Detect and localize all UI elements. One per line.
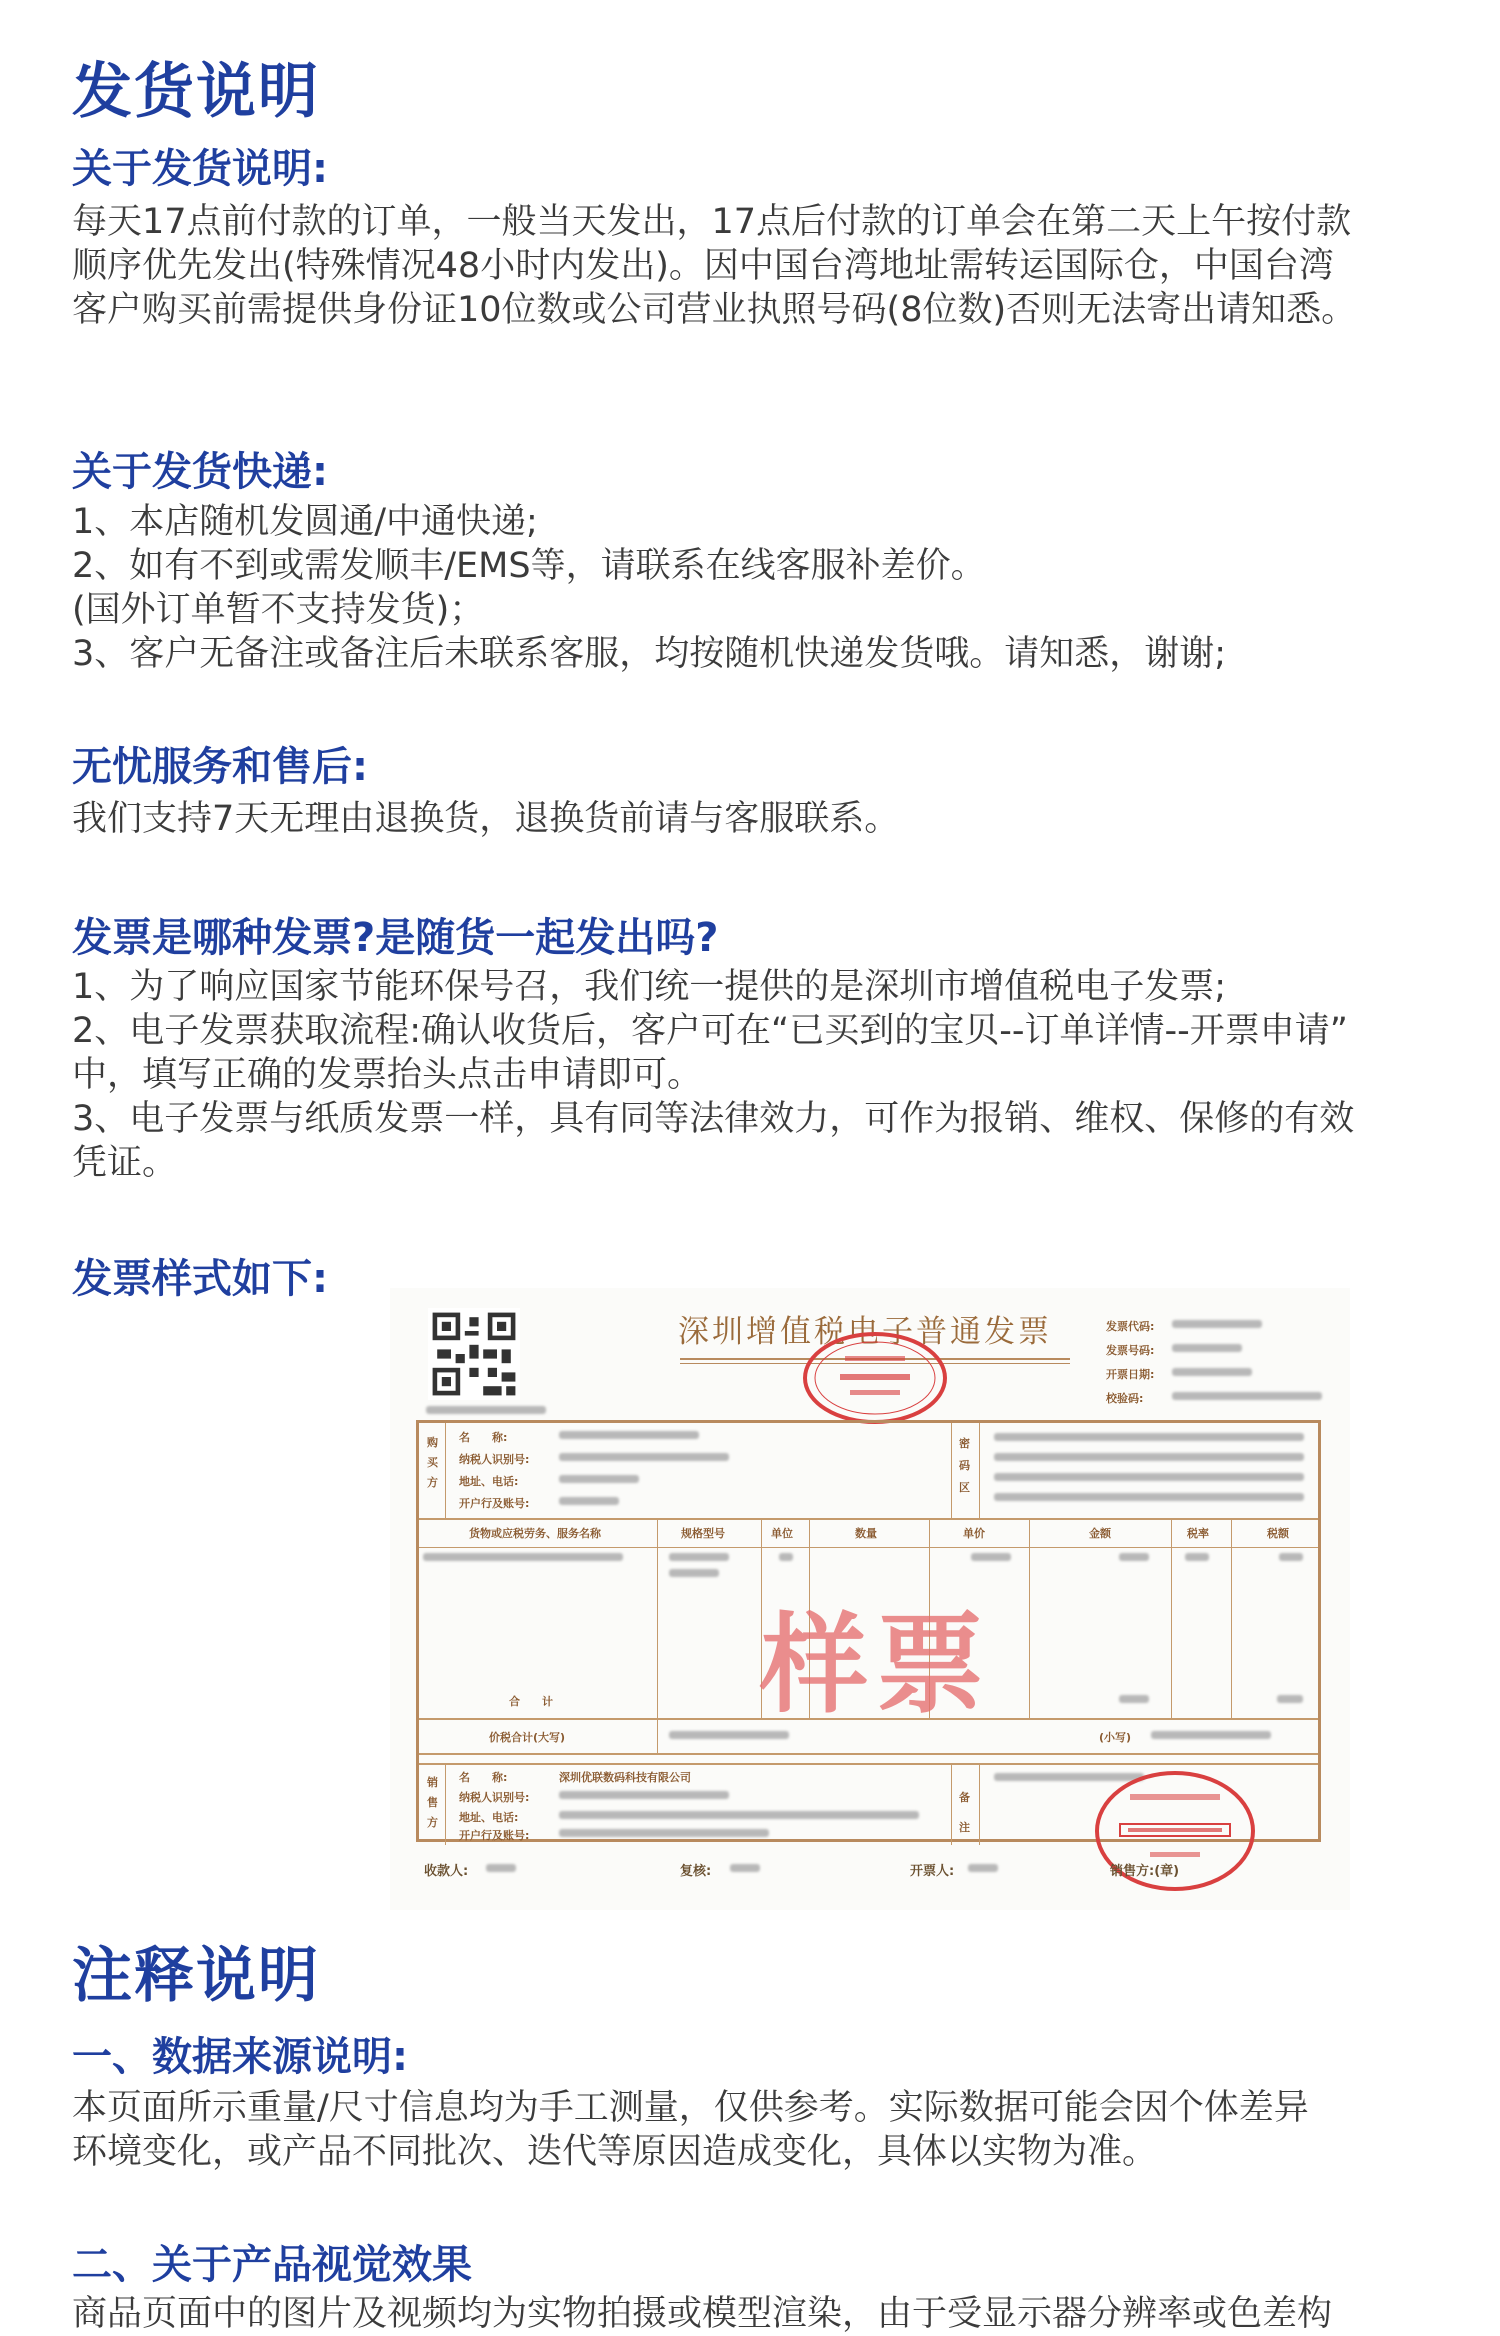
total-in-words-label: 价税合计(大写) xyxy=(489,1731,566,1744)
text-line: 商品页面中的图片及视频均为实物拍摄或模型渲染，由于受显示器分辨率或色差构 xyxy=(72,2294,1333,2334)
col-goods-header: 货物或应税劳务、服务名称 xyxy=(469,1527,601,1540)
text-line: 3、客户无备注或备注后未联系客服，均按随机快递发货哦。请知悉，谢谢; xyxy=(72,634,1227,674)
seller-name-value: 深圳优联数码科技有限公司 xyxy=(559,1771,691,1784)
text-line: 本页面所示重量/尺寸信息均为手工测量，仅供参考。实际数据可能会因个体差异 xyxy=(72,2088,1309,2128)
text-line: 3、电子发票与纸质发票一样，具有同等法律效力，可作为报销、维权、保修的有效 xyxy=(72,1099,1355,1139)
col-amount-header: 金额 xyxy=(1089,1527,1111,1540)
text-line: 客户购买前需提供身份证10位数或公司营业执照号码(8位数)否则无法寄出请知悉。 xyxy=(72,290,1357,330)
invoice-number-label: 发票号码: xyxy=(1106,1344,1155,1357)
text-line: 2、如有不到或需发顺丰/EMS等，请联系在线客服补差价。 xyxy=(72,546,986,586)
about-shipping-heading: 关于发货说明: xyxy=(72,146,328,192)
total-label: 合 计 xyxy=(509,1695,553,1708)
buyer-name-label: 名 称: xyxy=(459,1431,508,1444)
after-sales-heading: 无忧服务和售后: xyxy=(72,744,368,790)
qr-code-icon xyxy=(428,1308,520,1400)
buyer-side-label: 购买方 xyxy=(427,1436,438,1489)
password-area-label: 密码区 xyxy=(959,1437,970,1494)
visual-effect-text xyxy=(72,2292,1442,2336)
data-source-heading: 一、数据来源说明: xyxy=(72,2034,408,2080)
visual-effect-heading: 二、关于产品视觉效果 xyxy=(72,2242,472,2288)
buyer-address-label: 地址、电话: xyxy=(459,1475,519,1488)
invoice-faq-heading: 发票是哪种发票?是随货一起发出吗? xyxy=(72,915,719,961)
invoice-faq-text xyxy=(72,965,1442,1185)
after-sales-text xyxy=(72,797,1442,841)
seller-side-label: 销售方 xyxy=(427,1776,438,1829)
about-shipping-text xyxy=(72,200,1442,332)
text-line: 我们支持7天无理由退换货，退换货前请与客服联系。 xyxy=(72,799,900,839)
courier-heading: 关于发货快递: xyxy=(72,449,328,495)
text-line: 1、本店随机发圆通/中通快递; xyxy=(72,502,538,542)
text-line: 顺序优先发出(特殊情况48小时内发出)。因中国台湾地址需转运国际仓，中国台湾 xyxy=(72,246,1334,286)
seller-name-label: 名 称: xyxy=(459,1771,508,1784)
invoice-title: 深圳增值税电子普通发票 xyxy=(678,1314,1052,1350)
col-price-header: 单价 xyxy=(963,1527,985,1540)
seller-bank-label: 开户行及账号: xyxy=(459,1829,530,1842)
payee-label: 收款人: xyxy=(424,1864,469,1879)
text-line: 环境变化，或产品不同批次、迭代等原因造成变化，具体以实物为准。 xyxy=(72,2132,1158,2172)
col-unit-header: 单位 xyxy=(771,1527,793,1540)
buyer-bank-label: 开户行及账号: xyxy=(459,1497,530,1510)
text-line: 2、电子发票获取流程:确认收货后，客户可在“已买到的宝贝--订单详情--开票申请” xyxy=(72,1011,1348,1051)
col-tax-header: 税额 xyxy=(1267,1527,1289,1540)
text-line: (国外订单暂不支持发货)； xyxy=(72,590,485,630)
buyer-tax-id-label: 纳税人识别号: xyxy=(459,1453,530,1466)
check-code-label: 校验码: xyxy=(1106,1392,1144,1405)
seller-tax-id-label: 纳税人识别号: xyxy=(459,1791,530,1804)
data-source-text xyxy=(72,2086,1442,2174)
text-line: 中，填写正确的发票抬头点击申请即可。 xyxy=(72,1055,703,1095)
issuer-label: 开票人: xyxy=(910,1864,955,1879)
official-seal-icon xyxy=(800,1328,950,1428)
text-line: 1、为了响应国家节能环保号召，我们统一提供的是深圳市增值税电子发票; xyxy=(72,967,1227,1007)
notes-title: 注释说明 xyxy=(72,1941,320,2011)
col-spec-header: 规格型号 xyxy=(681,1527,725,1540)
col-rate-header: 税率 xyxy=(1187,1527,1209,1540)
invoice-sample-image xyxy=(390,1288,1350,1910)
text-line: 凭证。 xyxy=(72,1143,178,1183)
seller-address-label: 地址、电话: xyxy=(459,1811,519,1824)
invoice-style-heading: 发票样式如下: xyxy=(72,1256,328,1302)
remarks-label: 备注 xyxy=(959,1791,970,1834)
sample-stamp: 样票 xyxy=(760,1603,993,1728)
text-line: 每天17点前付款的订单，一般当天发出，17点后付款的订单会在第二天上午按付款 xyxy=(72,202,1352,242)
reviewer-label: 复核: xyxy=(680,1864,712,1879)
shipping-title: 发货说明 xyxy=(72,57,320,127)
seller-seal-label: 销售方:(章) xyxy=(1110,1864,1180,1879)
col-qty-header: 数量 xyxy=(855,1527,877,1540)
small-amount-label: (小写) xyxy=(1099,1731,1132,1744)
invoice-code-label: 发票代码: xyxy=(1106,1320,1155,1333)
courier-text xyxy=(72,500,1442,676)
invoice-date-label: 开票日期: xyxy=(1106,1368,1155,1381)
